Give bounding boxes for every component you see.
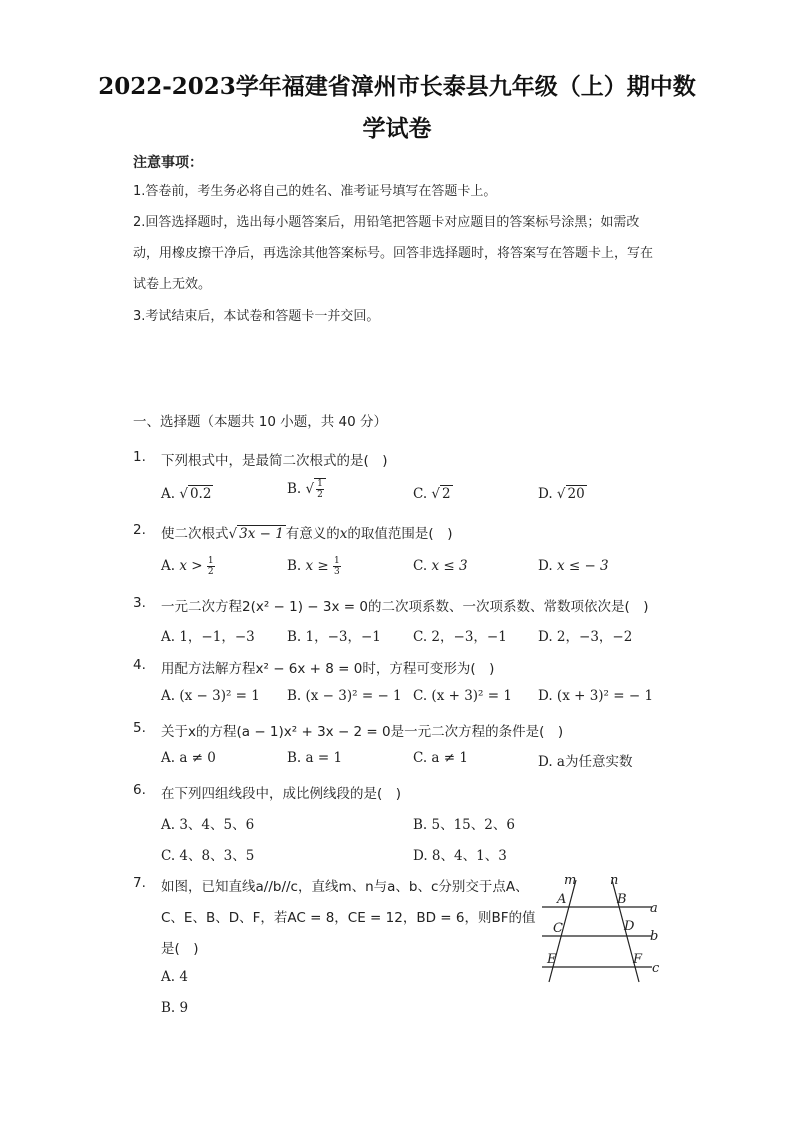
question-1-option-a: A. √ 0.2 [161,486,212,502]
question-7-option-a: A. 4 [161,969,188,985]
question-4-option-b: B. (x − 3)² = − 1 [287,688,402,704]
question-2-option-b: B. x ≥ $\frac{1}{3}$ [287,556,340,577]
label-D: D [624,919,635,934]
question-1-option-c: C. √ 2 [413,486,451,502]
question-7-line-1: 如图，已知直线a//b//c，直线m、n与a、b、c分别交于点A、 [161,879,529,895]
question-4-option-d: D. (x + 3)² = − 1 [538,688,654,704]
question-2-option-c: C. x ≤ 3 [413,558,468,574]
question-5-number: 5. [133,720,146,736]
question-1-option-d: D. √ 20 [538,486,585,502]
question-1-text: 下列根式中，是最简二次根式的是( ) [161,453,388,469]
question-6-option-c: C. 4、8、3、5 [161,848,255,864]
question-6-option-d: D. 8、4、1、3 [413,848,507,864]
question-6-option-a: A. 3、4、5、6 [161,817,255,833]
question-5-option-b: B. a = 1 [287,750,343,766]
question-7-option-b: B. 9 [161,1000,189,1016]
question-4-text: 用配方法解方程x² − 6x + 8 = 0时，方程可变形为( ) [161,661,495,677]
exam-title-line2: 学试卷 [362,115,432,142]
label-E: E [547,952,557,967]
question-3-option-c: C. 2，−3，−1 [413,629,507,645]
exam-title-line1: 2022-2023学年福建省漳州市长泰县九年级（上）期中数 [98,73,696,100]
section-heading: 一、选择题（本题共 10 小题，共 40 分） [133,414,388,430]
question-7-line-2: C、E、B、D、F，若AC = 8，CE = 12，BD = 6，则BF的值 [161,910,536,926]
question-3-number: 3. [133,595,146,611]
label-F: F [633,952,643,967]
parallel-lines-figure [540,870,670,985]
notice-item-2: 2.回答选择题时，选出每小题答案后，用铅笔把答题卡对应题目的答案标号涂黑；如需改动，用橡皮擦干净后，再选涂其他答案标号。回答非选择题时，将答案写在答题卡上，写在试卷上无效。 [133,215,654,292]
notice-item-3: 3.考试结束后，本试卷和答题卡一并交回。 [133,309,380,324]
question-5-option-a: A. a ≠ 0 [161,750,216,766]
question-6-text: 在下列四组线段中，成比例线段的是( ) [161,786,402,802]
question-4-option-a: A. (x − 3)² = 1 [161,688,260,704]
label-c: c [652,961,660,976]
question-2-number: 2. [133,522,146,538]
question-5-option-c: C. a ≠ 1 [413,750,468,766]
question-6-option-b: B. 5、15、2、6 [413,817,515,833]
question-2-option-a: A. x > $\frac{1}{2}$ [161,556,214,577]
question-7-number: 7. [133,875,146,891]
question-3-option-b: B. 1，−3，−1 [287,629,381,645]
question-7-line-3: 是( ) [161,941,199,957]
label-m: m [564,873,577,888]
question-2-text: 使二次根式√ 3x − 1 有意义的x的取值范围是( ) [161,526,453,542]
question-4-number: 4. [133,657,146,673]
question-3-option-a: A. 1，−1，−3 [161,629,255,645]
label-B: B [617,892,627,907]
question-4-option-c: C. (x + 3)² = 1 [413,688,512,704]
notice-heading: 注意事项： [133,155,203,171]
question-5-option-d: D. a为任意实数 [538,754,633,770]
label-A: A [557,892,567,907]
question-2-option-d: D. x ≤ − 3 [538,558,609,574]
question-1-number: 1. [133,449,146,465]
question-3-text: 一元二次方程2(x² − 1) − 3x = 0的二次项系数、一次项系数、常数项依次是( ) [161,599,649,615]
label-C: C [553,921,563,936]
question-6-number: 6. [133,782,146,798]
question-3-option-d: D. 2，−3，−2 [538,629,633,645]
label-a: a [650,901,658,916]
label-n: n [610,873,619,888]
notice-item-1: 1.答卷前，考生务必将自己的姓名、准考证号填写在答题卡上。 [133,184,497,199]
question-1-option-b: B. √ $\frac{1}{2}$ [287,478,326,500]
label-b: b [650,929,659,944]
question-5-text: 关于x的方程(a − 1)x² + 3x − 2 = 0是一元二次方程的条件是( ) [161,724,564,740]
